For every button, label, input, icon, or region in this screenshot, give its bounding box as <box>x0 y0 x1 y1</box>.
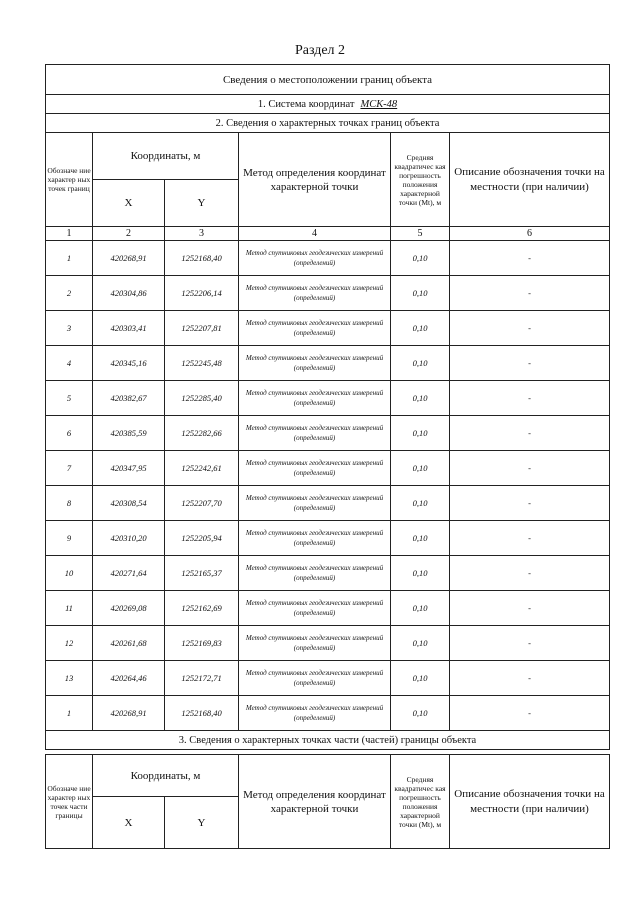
method-cell: Метод спутниковых геодезических измерений (определений) <box>239 556 391 591</box>
point-cell: 12 <box>46 626 93 661</box>
error-cell: 0,10 <box>391 486 450 521</box>
column-number: 5 <box>391 227 450 241</box>
table-caption: Сведения о местоположении границ объекта <box>46 65 610 95</box>
point-cell: 2 <box>46 276 93 311</box>
point-cell: 1 <box>46 696 93 731</box>
table-row <box>46 696 610 731</box>
table-row <box>46 311 610 346</box>
points-heading: 2. Сведения о характерных точках границ объекта <box>46 114 610 133</box>
method-cell: Метод спутниковых геодезических измерений (определений) <box>239 626 391 661</box>
error-cell: 0,10 <box>391 451 450 486</box>
y-cell: 1252285,40 <box>165 381 239 416</box>
x-cell: 420308,54 <box>93 486 165 521</box>
error-cell: 0,10 <box>391 521 450 556</box>
description-cell: - <box>450 241 610 276</box>
description-cell: - <box>450 696 610 731</box>
y-cell: 1252242,61 <box>165 451 239 486</box>
y-cell: 1252165,37 <box>165 556 239 591</box>
error-cell: 0,10 <box>391 346 450 381</box>
section-title: Раздел 2 <box>294 43 346 58</box>
method-cell: Метод спутниковых геодезических измерений (определений) <box>239 276 391 311</box>
part-description-header: Описание обозначения точки на местности (при наличии) <box>450 755 610 849</box>
y-cell: 1252206,14 <box>165 276 239 311</box>
y-cell: 1252168,40 <box>165 696 239 731</box>
point-cell: 3 <box>46 311 93 346</box>
table-row <box>46 416 610 451</box>
coordinate-system-row <box>46 95 610 114</box>
error-cell: 0,10 <box>391 626 450 661</box>
boundary-points-table <box>45 64 610 750</box>
x-cell: 420271,64 <box>93 556 165 591</box>
x-cell: 420268,91 <box>93 241 165 276</box>
x-cell: 420382,67 <box>93 381 165 416</box>
table-row <box>46 346 610 381</box>
method-header: Метод определения координат характерной точки <box>239 133 391 227</box>
x-cell: 420385,59 <box>93 416 165 451</box>
method-cell: Метод спутниковых геодезических измерений (определений) <box>239 696 391 731</box>
error-cell: 0,10 <box>391 416 450 451</box>
part-y-header: Y <box>165 797 239 849</box>
description-cell: - <box>450 276 610 311</box>
table-row <box>46 556 610 591</box>
y-cell: 1252207,81 <box>165 311 239 346</box>
error-cell: 0,10 <box>391 661 450 696</box>
y-header: Y <box>165 180 239 227</box>
error-cell: 0,10 <box>391 276 450 311</box>
column-number: 4 <box>239 227 391 241</box>
description-cell: - <box>450 626 610 661</box>
table-row <box>46 381 610 416</box>
description-cell: - <box>450 486 610 521</box>
method-cell: Метод спутниковых геодезических измерений (определений) <box>239 311 391 346</box>
coordinate-system-label: 1. Система координат <box>257 98 355 110</box>
table-row <box>46 486 610 521</box>
point-cell: 11 <box>46 591 93 626</box>
coordinate-system-value: МСК-48 <box>360 98 398 110</box>
column-number: 1 <box>46 227 93 241</box>
method-cell: Метод спутниковых геодезических измерений (определений) <box>239 591 391 626</box>
method-cell: Метод спутниковых геодезических измерений (определений) <box>239 661 391 696</box>
y-cell: 1252162,69 <box>165 591 239 626</box>
x-cell: 420347,95 <box>93 451 165 486</box>
error-cell: 0,10 <box>391 696 450 731</box>
error-header: Средняя квадратичес кая погрешность положения характерной точки (Mt), м <box>391 133 450 227</box>
method-cell: Метод спутниковых геодезических измерений (определений) <box>239 486 391 521</box>
part-x-header: X <box>93 797 165 849</box>
description-cell: - <box>450 381 610 416</box>
y-cell: 1252207,70 <box>165 486 239 521</box>
x-cell: 420310,20 <box>93 521 165 556</box>
description-cell: - <box>450 661 610 696</box>
method-cell: Метод спутниковых геодезических измерений (определений) <box>239 416 391 451</box>
point-cell: 7 <box>46 451 93 486</box>
point-cell: 8 <box>46 486 93 521</box>
x-cell: 420268,91 <box>93 696 165 731</box>
coordinates-header: Координаты, м <box>93 133 239 180</box>
part-points-table <box>45 754 610 849</box>
designation-header: Обозначе ние характер ных точек границ <box>46 133 93 227</box>
description-cell: - <box>450 311 610 346</box>
x-cell: 420303,41 <box>93 311 165 346</box>
column-number: 2 <box>93 227 165 241</box>
point-cell: 9 <box>46 521 93 556</box>
part-error-header: Средняя квадратичес кая погрешность положения характерной точки (Mt), м <box>391 755 450 849</box>
description-cell: - <box>450 416 610 451</box>
x-cell: 420304,86 <box>93 276 165 311</box>
error-cell: 0,10 <box>391 311 450 346</box>
table-row <box>46 591 610 626</box>
table-row <box>46 451 610 486</box>
x-cell: 420261,68 <box>93 626 165 661</box>
part-points-heading: 3. Сведения о характерных точках части (частей) границы объекта <box>46 731 610 750</box>
description-cell: - <box>450 521 610 556</box>
error-cell: 0,10 <box>391 381 450 416</box>
table-row <box>46 241 610 276</box>
x-cell: 420269,08 <box>93 591 165 626</box>
y-cell: 1252169,83 <box>165 626 239 661</box>
table-row <box>46 626 610 661</box>
x-cell: 420345,16 <box>93 346 165 381</box>
y-cell: 1252282,66 <box>165 416 239 451</box>
method-cell: Метод спутниковых геодезических измерений (определений) <box>239 241 391 276</box>
description-cell: - <box>450 591 610 626</box>
y-cell: 1252205,94 <box>165 521 239 556</box>
point-cell: 4 <box>46 346 93 381</box>
method-cell: Метод спутниковых геодезических измерений (определений) <box>239 381 391 416</box>
part-coordinates-header: Координаты, м <box>93 755 239 797</box>
error-cell: 0,10 <box>391 591 450 626</box>
description-cell: - <box>450 346 610 381</box>
description-cell: - <box>450 451 610 486</box>
method-cell: Метод спутниковых геодезических измерений (определений) <box>239 451 391 486</box>
error-cell: 0,10 <box>391 556 450 591</box>
x-header: X <box>93 180 165 227</box>
table-row <box>46 661 610 696</box>
column-number: 6 <box>450 227 610 241</box>
point-cell: 1 <box>46 241 93 276</box>
column-numbers-row <box>46 227 610 241</box>
column-number: 3 <box>165 227 239 241</box>
point-cell: 13 <box>46 661 93 696</box>
description-header: Описание обозначения точки на местности (при наличии) <box>450 133 610 227</box>
y-cell: 1252172,71 <box>165 661 239 696</box>
point-cell: 5 <box>46 381 93 416</box>
description-cell: - <box>450 556 610 591</box>
method-cell: Метод спутниковых геодезических измерений (определений) <box>239 346 391 381</box>
y-cell: 1252245,48 <box>165 346 239 381</box>
method-cell: Метод спутниковых геодезических измерений (определений) <box>239 521 391 556</box>
table-row <box>46 276 610 311</box>
x-cell: 420264,46 <box>93 661 165 696</box>
point-cell: 10 <box>46 556 93 591</box>
table-row <box>46 521 610 556</box>
y-cell: 1252168,40 <box>165 241 239 276</box>
part-method-header: Метод определения координат характерной точки <box>239 755 391 849</box>
part-designation-header: Обозначе ние характер ных точек части границы <box>46 755 93 849</box>
point-cell: 6 <box>46 416 93 451</box>
error-cell: 0,10 <box>391 241 450 276</box>
